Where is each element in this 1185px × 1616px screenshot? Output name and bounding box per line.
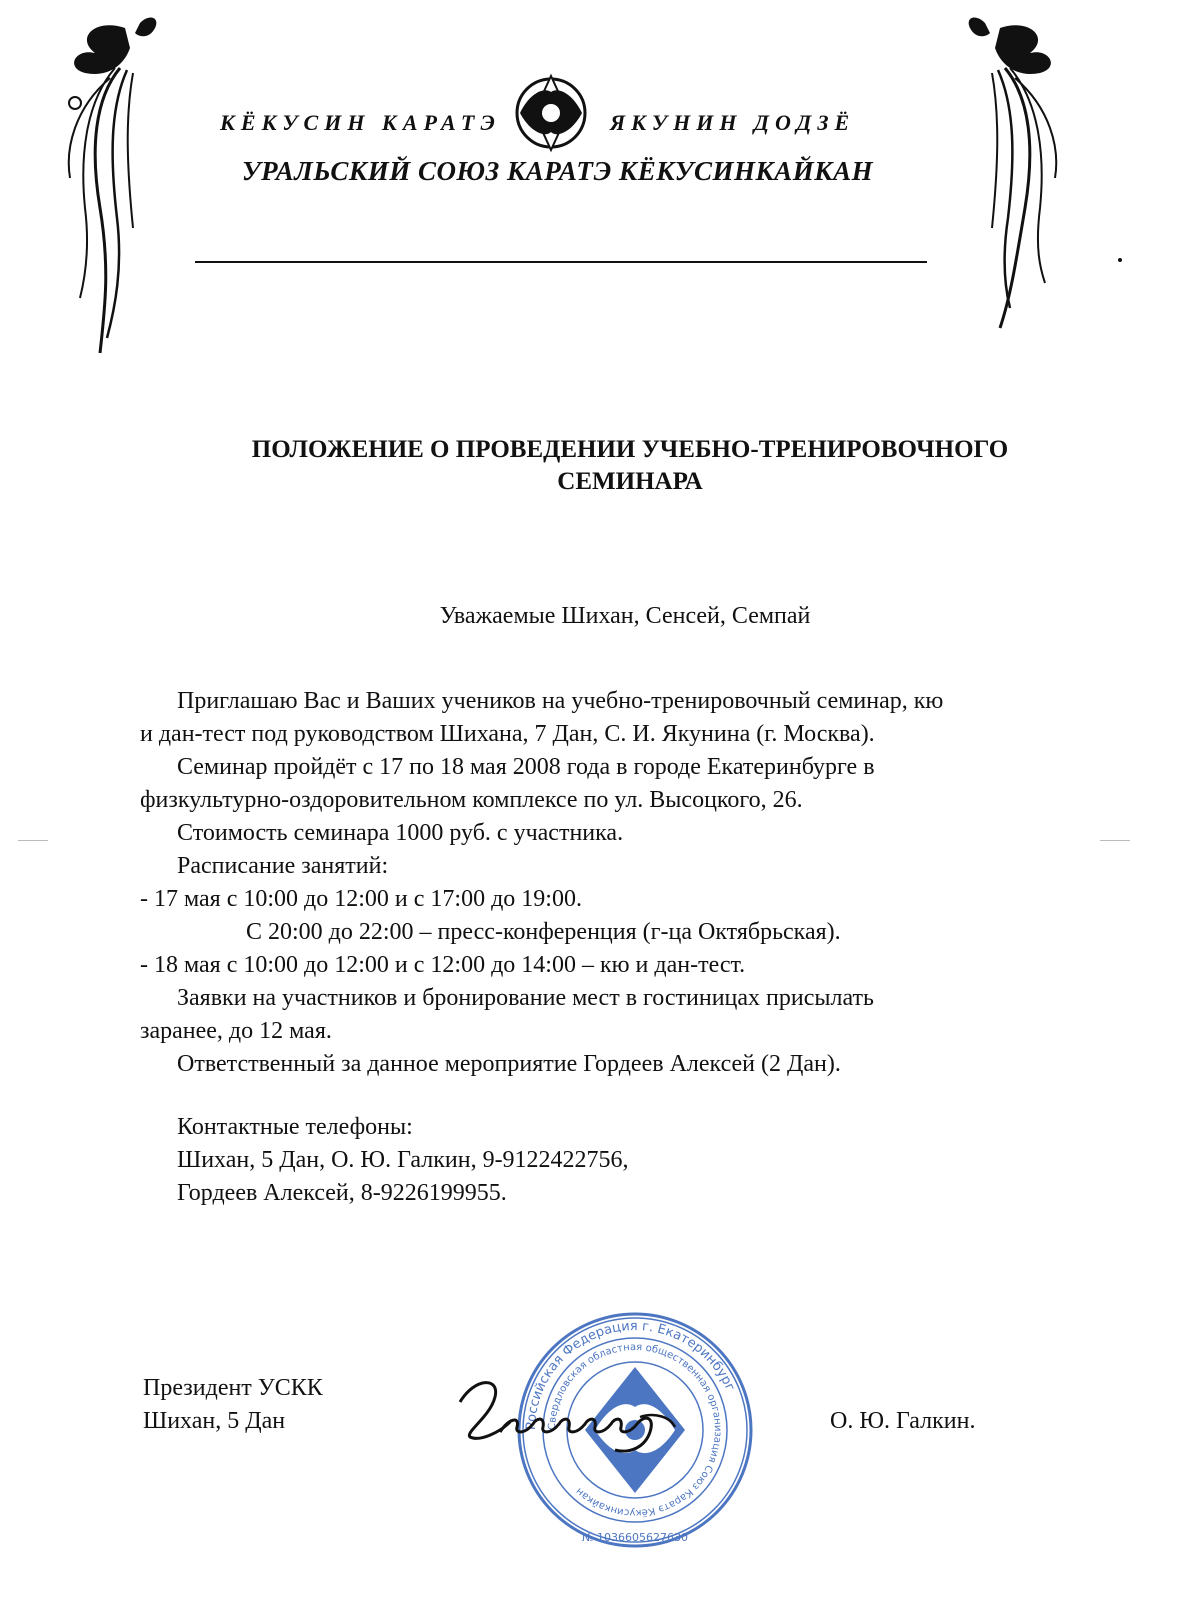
contact-line: Гордеев Алексей, 8-9226199955. — [177, 1180, 507, 1206]
body-line: и дан-тест под руководством Шихана, 7 Дан, С. И. Якунина (г. Москва). — [140, 721, 875, 747]
scan-mark-right — [1100, 840, 1130, 841]
document-title — [150, 434, 1110, 498]
document-title-line-1: ПОЛОЖЕНИЕ О ПРОВЕДЕНИИ УЧЕБНО-ТРЕНИРОВОЧНОГО — [251, 436, 1009, 463]
letterhead-top-line — [210, 100, 910, 150]
body-line: Расписание занятий: — [177, 853, 389, 879]
body-line: Стоимость семинара 1000 руб. с участника. — [177, 820, 624, 846]
schedule-line: - 18 мая с 10:00 до 12:00 и с 12:00 до 14:00 – кю и дан-тест. — [140, 952, 746, 978]
letterhead-divider — [195, 261, 927, 263]
stamp-number: № 1036605627630 — [582, 1531, 688, 1544]
stamp-outer-text: Российская Федерация г. Екатеринбург — [523, 1318, 738, 1431]
organization-name: УРАЛЬСКИЙ СОЮЗ КАРАТЭ КЁКУСИНКАЙКАН — [241, 156, 874, 186]
stamp-inner-text: Свердловская областная общественная организация Союз Каратэ Кёкусинкайкан — [546, 1341, 724, 1519]
contact-line: Шихан, 5 Дан, О. Ю. Галкин, 9-9122422756, — [177, 1147, 629, 1173]
kanku-emblem-icon — [510, 72, 592, 154]
signatory-rank: Шихан, 5 Дан — [143, 1408, 286, 1434]
body-line: Ответственный за данное мероприятие Гордеев Алексей (2 Дан). — [177, 1051, 841, 1077]
signatory-position: Президент УСКК — [143, 1375, 323, 1401]
body-line: Приглашаю Вас и Ваших учеников на учебно-тренировочный семинар, кю — [177, 688, 944, 714]
handwritten-signature — [455, 1362, 685, 1472]
body-line: Заявки на участников и бронирование мест в гостиницах присылать — [177, 985, 874, 1011]
body-line: Семинар пройдёт с 17 по 18 мая 2008 года в городе Екатеринбурге в — [177, 754, 875, 780]
schedule-line: С 20:00 до 22:00 – пресс-конференция (г-ца Октябрьская). — [246, 919, 841, 945]
document-title-line-2: СЕМИНАРА — [557, 468, 703, 495]
letterhead-kyokushin: КЁКУСИН КАРАТЭ — [220, 110, 501, 135]
body-line: заранее, до 12 мая. — [140, 1018, 332, 1044]
schedule-line: - 17 мая с 10:00 до 12:00 и с 17:00 до 19:00. — [140, 886, 582, 912]
scan-mark-left — [18, 840, 48, 841]
contacts-heading: Контактные телефоны: — [177, 1114, 413, 1140]
greeting: Уважаемые Шихан, Сенсей, Семпай — [439, 603, 811, 629]
scan-dot — [1118, 258, 1122, 262]
signatory-name: О. Ю. Галкин. — [830, 1408, 976, 1434]
letterhead-dojo: ЯКУНИН ДОДЗЁ — [610, 110, 856, 135]
body-line: физкультурно-оздоровительном комплексе по ул. Высоцкого, 26. — [140, 787, 803, 813]
